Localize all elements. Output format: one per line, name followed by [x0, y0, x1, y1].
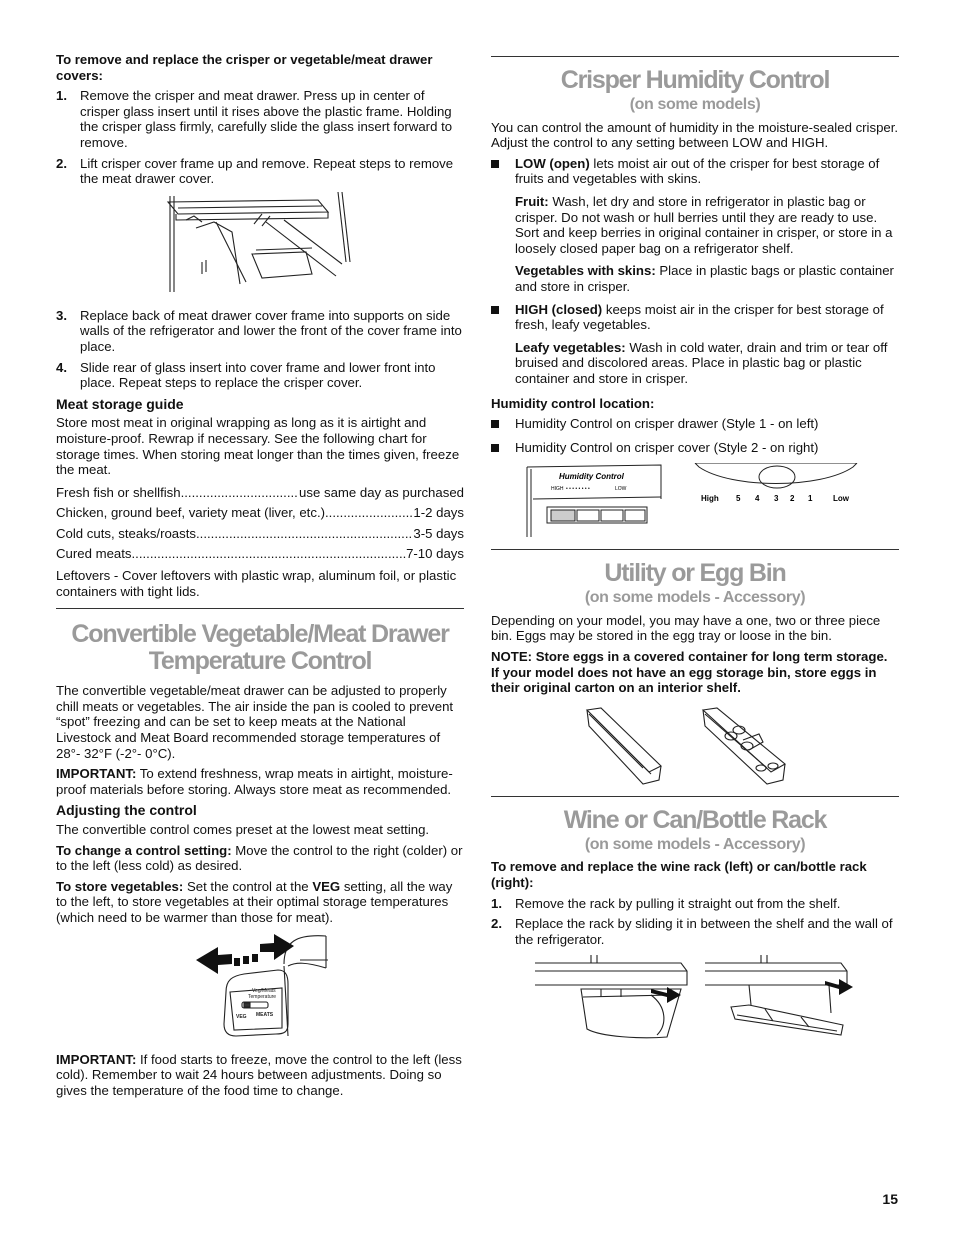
style1-high-label: HIGH [551, 486, 564, 493]
chart-value: 1-2 days [413, 505, 464, 521]
step-text: Lift crisper cover frame up and remove. Repeat steps to remove the meat drawer cover. [80, 155, 454, 187]
high-label: HIGH (closed) [515, 301, 603, 317]
location-text: Humidity Control on crisper cover (Style 2 - on right) [515, 439, 819, 455]
convertible-drawer-title: Convertible Vegetable/Meat Drawer Temperature Control [71, 620, 449, 676]
fruit-label: Fruit: [515, 193, 549, 209]
low-text: lets moist air out of the crisper for best storage of fruits and vegetables with skins. [515, 155, 880, 187]
scale-5: 5 [736, 494, 741, 504]
section-divider [56, 608, 464, 609]
scale-1: 1 [808, 494, 813, 504]
change-setting-text [56, 843, 464, 874]
meat-storage-heading: Meat storage guide [56, 395, 184, 412]
store-vegetables-text [56, 879, 464, 926]
step-number: 3. [56, 307, 67, 323]
section-divider [491, 56, 899, 57]
chart-row [56, 546, 464, 562]
chart-value: 7-10 days [406, 546, 464, 562]
crisper-cover-illustration [56, 192, 464, 300]
style1-dots: • • • • • • • • [566, 486, 590, 493]
section-divider [491, 549, 899, 550]
list-item [491, 440, 899, 456]
store-label: To store vegetables: [56, 878, 184, 894]
square-bullet-icon [491, 160, 499, 168]
change-text: Move the control to the right (colder) or to the left (less cold) as desired. [56, 842, 463, 874]
list-item [491, 302, 899, 387]
chart-label: Cold cuts, steaks/roasts [56, 525, 196, 541]
scale-2: 2 [790, 494, 795, 504]
location-list [491, 416, 899, 455]
adjusting-text: The convertible control comes preset at the lowest meat setting. [56, 822, 430, 837]
store-text-b: setting, all the way to the left, to store vegetables at their optimal storage temperatures (which need to be warmer than those for meat). [56, 878, 453, 925]
veg-setting-label: VEG [236, 1013, 247, 1020]
leftovers-text: Leftovers - Cover leftovers with plastic wrap, aluminum foil, or plastic containers with tight lids. [56, 568, 457, 599]
wine-rack-title: Wine or Can/Bottle Rack [563, 805, 827, 834]
step-text: Remove the rack by pulling it straight out from the shelf. [515, 895, 841, 911]
chart-value: use same day as purchased [299, 484, 464, 500]
high-text: keeps moist air in the crisper for best storage of fresh, leafy vegetables. [515, 301, 884, 333]
humidity-intro: You can control the amount of humidity in the moisture-sealed crisper. Adjust the control to any setting between LOW and HIGH. [491, 119, 899, 151]
skins-label: Vegetables with skins: [515, 263, 656, 279]
meat-chart [56, 485, 464, 562]
list-item [491, 156, 899, 295]
leafy-label: Leafy vegetables: [515, 339, 626, 355]
section-divider [491, 796, 899, 797]
humidity-control-illustration [491, 463, 899, 541]
step-text: Replace back of meat drawer cover frame into supports on side walls of the refrigerator and lower the front of the cover frame into place. [80, 307, 462, 354]
chart-row [56, 526, 464, 542]
temperature-control-illustration [56, 932, 464, 1042]
step-number: 4. [56, 359, 67, 375]
adjusting-heading: Adjusting the control [56, 802, 197, 819]
list-item [491, 896, 899, 912]
egg-bin-title: Utility or Egg Bin [604, 559, 786, 588]
list-item [56, 360, 464, 391]
list-item [56, 308, 464, 355]
square-bullet-icon [491, 306, 499, 314]
chart-label: Fresh fish or shellfish [56, 484, 181, 500]
style1-title: Humidity Control [559, 472, 624, 482]
scale-4: 4 [755, 494, 760, 504]
right-column [491, 56, 899, 1041]
style1-low-label: LOW [615, 486, 627, 493]
important-text: To extend freshness, wrap meats in airtight, moisture-proof materials before storing. Always store meat as recommended. [56, 766, 453, 797]
step-number: 1. [491, 895, 502, 911]
change-label: To change a control setting: [56, 842, 232, 858]
step-number: 2. [491, 916, 502, 932]
chart-row [56, 505, 464, 521]
egg-bin-illustration [491, 706, 899, 788]
chart-label: Cured meats [56, 546, 132, 562]
veg-label: VEG [312, 878, 341, 894]
wine-rack-illustration [491, 955, 899, 1041]
important-note-2 [56, 1052, 464, 1099]
chart-label: Chicken, ground beef, variety meat (liver, etc.) [56, 505, 325, 521]
egg-bin-subtitle: (on some models - Accessory) [584, 589, 806, 607]
crisper-humidity-subtitle: (on some models) [629, 96, 761, 113]
step-number: 2. [56, 155, 67, 171]
remove-heading: To remove and replace the crisper or vegetable/meat drawer covers: [56, 52, 433, 83]
location-heading: Humidity control location: [491, 395, 655, 411]
square-bullet-icon [491, 444, 499, 452]
chart-value: 3-5 days [413, 525, 464, 541]
scale-high: High [701, 494, 719, 504]
fruit-text: Wash, let dry and store in refrigerator in plastic bag or crisper. Do not wash or hull berries until they are ready to use. Sort and keep berries in original container in crisper, or store in a loosely closed paper bag on a refrigerator shelf. [515, 193, 893, 256]
skins-text: Place in plastic bags or plastic container and store in crisper. [515, 263, 894, 294]
step-text: Slide rear of glass insert into cover frame and lower front into place. Repeat steps to replace the crisper cover. [80, 359, 436, 391]
scale-low: Low [833, 494, 849, 504]
veg-meats-label: Veg/Meats [252, 987, 276, 994]
list-item [56, 88, 464, 150]
list-item [491, 916, 899, 947]
page-number: 15 [882, 1191, 898, 1207]
left-column [56, 52, 464, 1103]
scale-3: 3 [774, 494, 779, 504]
list-item [56, 156, 464, 187]
wine-heading: To remove and replace the wine rack (left) or can/bottle rack (right): [491, 859, 867, 891]
step-text: Replace the rack by sliding it in between the shelf and the wall of the refrigerator. [515, 916, 893, 947]
important-label: IMPORTANT: [56, 1051, 137, 1067]
crisper-humidity-title: Crisper Humidity Control [560, 66, 830, 94]
low-label: LOW (open) [515, 155, 590, 171]
replace-steps [56, 308, 464, 391]
square-bullet-icon [491, 420, 499, 428]
convertible-intro: The convertible vegetable/meat drawer can be adjusted to properly chill meats or vegetables. The air inside the pan is cooled to prevent “spot” freezing and can be set to keep meats at the National Livestock and Meat Board recommended storage temperatures of 28°- 32°F (-2°- 0°C). [56, 683, 454, 761]
wine-rack-subtitle: (on some models - Accessory) [584, 835, 806, 853]
egg-note: NOTE: Store eggs in a covered container for long term storage. If your model does not have an egg storage bin, store eggs in their original carton on an interior shelf. [491, 649, 888, 696]
step-text: Remove the crisper and meat drawer. Press up in center of crisper glass insert until it rises above the plastic frame. Holding the crisper glass firmly, carefully slide the glass insert forward to remove. [80, 88, 453, 150]
wine-steps [491, 896, 899, 948]
chart-row [56, 485, 464, 501]
humidity-options [491, 156, 899, 387]
step-number: 1. [56, 88, 67, 104]
remove-steps [56, 88, 464, 187]
store-text-a: Set the control at the [183, 878, 313, 894]
meat-intro: Store most meat in original wrapping as long as it is airtight and moisture-proof. Rewrap if necessary. See the following chart for storage times. When storing meat longer than the times given, freeze the meat. [56, 415, 460, 478]
meats-setting-label: MEATS [256, 1011, 274, 1018]
list-item [491, 416, 899, 432]
location-text: Humidity Control on crisper drawer (Style 1 - on left) [515, 416, 819, 432]
important-label: IMPORTANT: [56, 766, 137, 782]
temperature-label: Temperature [248, 993, 277, 1000]
important-text: If food starts to freeze, move the control to the left (less cold). Remember to wait 24 hours between adjustments. Doing so gives the temperature of the food time to change. [56, 1051, 462, 1098]
egg-intro: Depending on your model, you may have a one, two or three piece bin. Eggs may be stored in the egg tray or loose in the bin. [491, 612, 881, 644]
leafy-text: Wash in cold water, drain and trim or tear off bruised and discolored areas. Place in plastic bag or plastic container and store in crisper. [515, 339, 888, 386]
important-note-1 [56, 766, 464, 797]
